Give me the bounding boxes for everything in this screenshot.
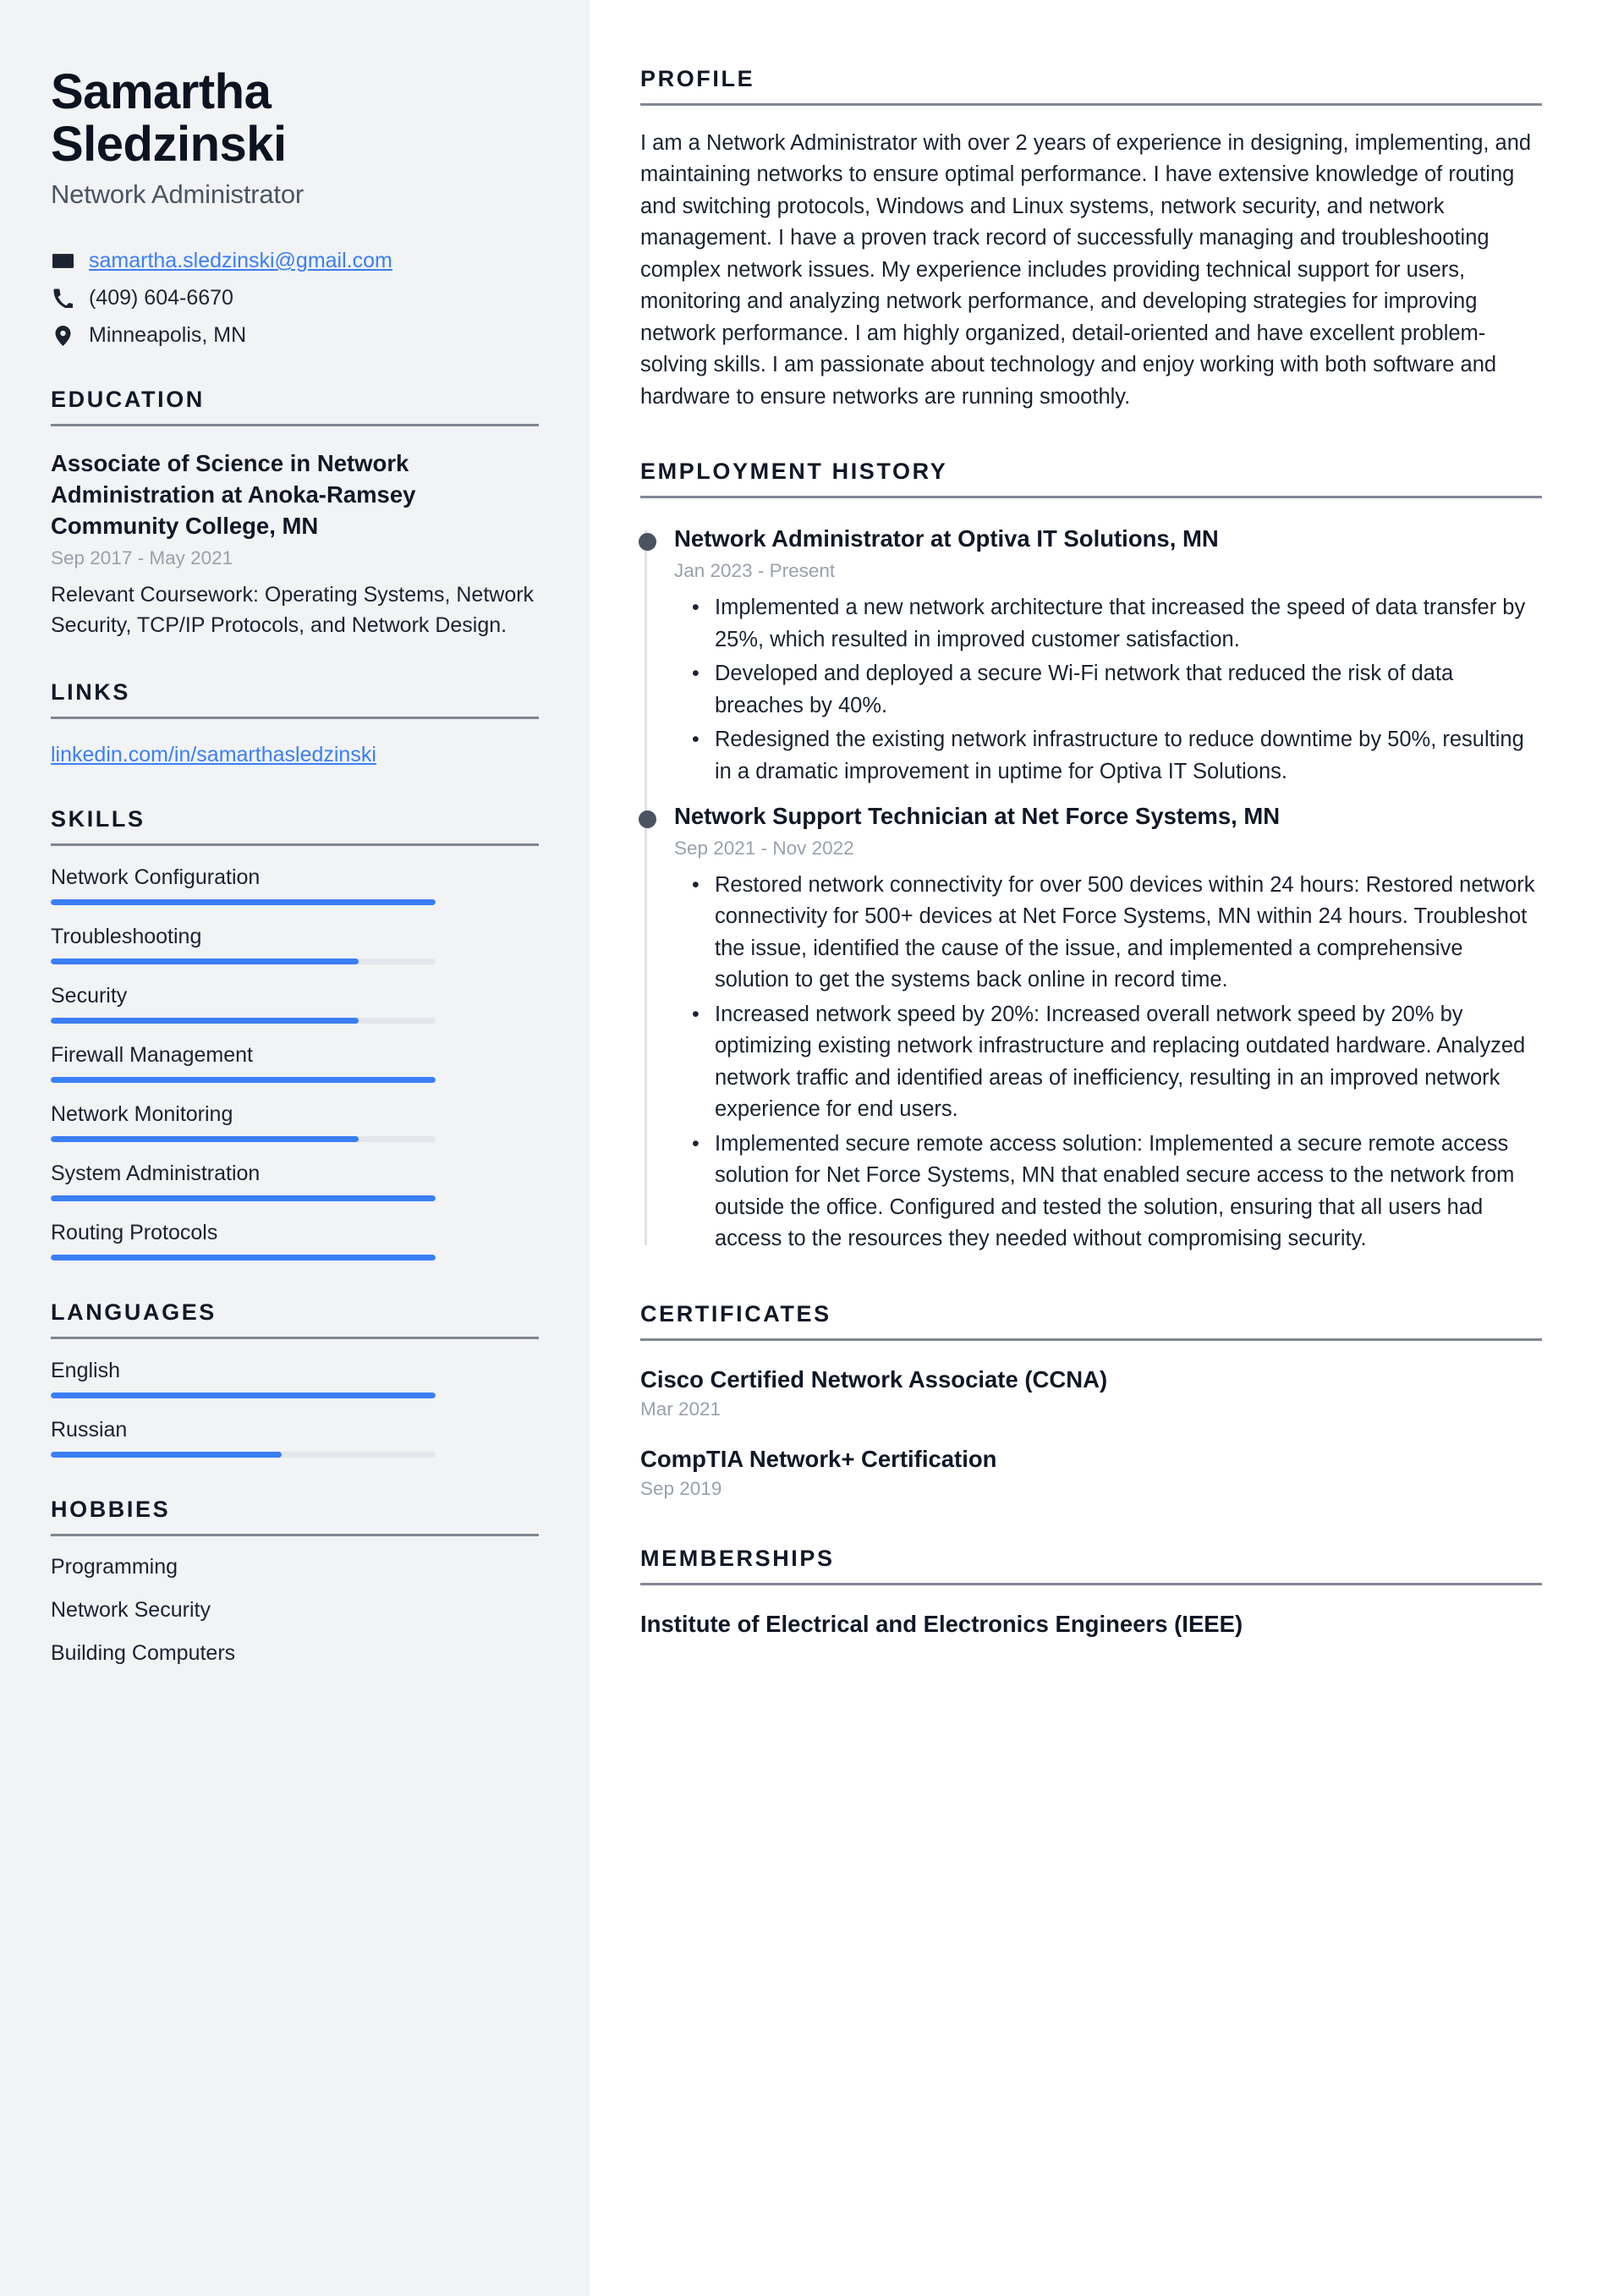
job-bullets: [674, 870, 1542, 1255]
skill-bar-fill: [51, 958, 359, 964]
skill-item: [51, 1162, 539, 1201]
skill-bar-track: [51, 1077, 436, 1083]
skill-item: [51, 865, 539, 905]
envelope-icon: [51, 253, 74, 269]
job-title: Network Administrator: [51, 179, 304, 210]
skill-label: System Administration: [51, 1161, 261, 1185]
section-employment: [640, 459, 1542, 1255]
timeline-dot-icon: [639, 533, 656, 551]
job-entry: [674, 524, 1542, 788]
skill-label: Network Monitoring: [51, 1101, 233, 1126]
certificate-item: [640, 1446, 1542, 1500]
skill-item: [51, 984, 539, 1024]
profile-heading: PROFILE: [640, 66, 755, 91]
skill-label: Network Configuration: [51, 865, 261, 889]
hobby-item: Building Computers: [51, 1640, 236, 1665]
hobbies-rule: [51, 1534, 539, 1536]
job-title: Network Administrator at Optiva IT Solutions, MN: [674, 525, 1219, 552]
skills-rule: [51, 843, 539, 846]
job-title: Network Support Technician at Net Force Systems, MN: [674, 803, 1281, 830]
skill-bar-track: [51, 958, 436, 964]
skill-bar-fill: [51, 1136, 359, 1142]
education-rule: [51, 424, 539, 426]
skill-bar-fill: [51, 899, 436, 905]
certificate-name: Cisco Certified Network Associate (CCNA): [640, 1365, 1108, 1392]
language-bar-fill: [51, 1392, 436, 1398]
skill-item: [51, 1102, 539, 1142]
skill-bar-fill: [51, 1077, 436, 1083]
memberships-heading: MEMBERSHIPS: [640, 1545, 835, 1571]
hobbies-heading: HOBBIES: [51, 1496, 171, 1522]
email-link[interactable]: samartha.sledzinski@gmail.com: [89, 249, 392, 273]
memberships-rule: [640, 1583, 1542, 1585]
section-links: [51, 679, 539, 767]
skill-bar-track: [51, 1136, 436, 1142]
section-memberships: [640, 1546, 1542, 1638]
skill-item: [51, 925, 539, 964]
location-value: Minneapolis, MN: [89, 323, 247, 348]
link-item-linkedin[interactable]: linkedin.com/in/samarthasledzinski: [51, 742, 376, 766]
job-bullet: • Redesigned the existing network infrastructure to reduce downtime by 50%, resulting in a dramatic improvement in uptime for Optiva IT Solutions.: [715, 724, 1542, 788]
certificates-rule: [640, 1338, 1542, 1341]
education-degree: Associate of Science in Network Administration at Anoka-Ramsey Community College, MN: [51, 450, 416, 539]
language-item: [51, 1359, 539, 1398]
employment-timeline: [640, 524, 1542, 1255]
phone-icon: [51, 288, 74, 308]
skill-label: Security: [51, 983, 128, 1008]
language-bar-track: [51, 1452, 436, 1458]
languages-rule: [51, 1337, 539, 1339]
section-languages: [51, 1299, 539, 1458]
language-bar-track: [51, 1392, 436, 1398]
language-item: [51, 1418, 539, 1458]
job-date: Jan 2023 - Present: [674, 560, 836, 582]
section-skills: [51, 806, 539, 1261]
phone-value: (409) 604-6670: [89, 286, 233, 310]
section-certificates: [640, 1301, 1542, 1500]
links-heading: LINKS: [51, 678, 130, 705]
skills-heading: SKILLS: [51, 805, 145, 832]
hobby-item: Network Security: [51, 1597, 211, 1622]
job-bullet: • Increased network speed by 20%: Increased overall network speed by 20% by optimizing existing network infrastructure and replacing outdated hardware. Analyzed network traffic and identified areas of inefficiency, resulting in an improved network experience for end users.: [715, 999, 1542, 1126]
skill-bar-track: [51, 899, 436, 905]
languages-heading: LANGUAGES: [51, 1299, 217, 1325]
skill-label: Routing Protocols: [51, 1220, 218, 1244]
section-education: [51, 387, 539, 640]
skill-bar-fill: [51, 1255, 436, 1261]
skill-bar-track: [51, 1018, 436, 1024]
certificate-name: CompTIA Network+ Certification: [640, 1445, 997, 1472]
section-profile: [640, 66, 1542, 413]
job-bullets: [674, 592, 1542, 788]
employment-heading: EMPLOYMENT HISTORY: [640, 459, 948, 485]
certificate-item: [640, 1366, 1542, 1420]
employment-rule: [640, 496, 1542, 498]
job-bullet: • Implemented a new network architecture that increased the speed of data transfer by 25%, which resulted in improved customer satisfaction.: [715, 592, 1542, 656]
job-bullet: • Implemented secure remote access solution: Implemented a secure remote access solution for Net Force Systems, MN that enabled secure access to the network from outside the office. Configured and tested the solution, ensuring that all users had access to the resources they needed without compromising security.: [715, 1129, 1542, 1255]
name-block: [51, 66, 539, 210]
job-entry: [674, 801, 1542, 1255]
job-bullet: • Restored network connectivity for over 500 devices within 24 hours: Restored network connectivity for 500+ devices at Net Force Systems, MN within 24 hours. Troubleshot the issue, identified the cause of the issue, and implemented a comprehensive solution to get the systems back online in record time.: [715, 870, 1542, 997]
job-date: Sep 2021 - Nov 2022: [674, 837, 854, 859]
skill-bar-fill: [51, 1018, 359, 1024]
first-name: Samartha: [51, 64, 272, 119]
profile-text: I am a Network Administrator with over 2 years of experience in designing, implementing, and maintaining networks to ensure optimal performance. I have extensive knowledge of routing and switching protocols, Windows and Linux systems, network security, and network management. I have a proven track record of successfully managing and troubleshooting complex network issues. My experience includes providing technical support for users, monitoring and analyzing network performance, and developing strategies for improving network performance. I am highly organized, detail-oriented and have excellent problem-solving skills. I am passionate about technology and enjoy working with both software and hardware to ensure networks are running smoothly.: [640, 131, 1532, 409]
contact-email-row: [51, 249, 539, 273]
last-name: Sledzinski: [51, 117, 287, 173]
skill-label: Firewall Management: [51, 1042, 253, 1067]
skill-item: [51, 1043, 539, 1083]
skill-bar-track: [51, 1195, 436, 1201]
education-description: Relevant Coursework: Operating Systems, Network Security, TCP/IP Protocols, and Network Design.: [51, 582, 535, 637]
contact-phone-row: [51, 286, 539, 310]
language-label: English: [51, 1358, 120, 1382]
certificate-date: Sep 2019: [640, 1477, 722, 1499]
skill-bar-fill: [51, 1195, 436, 1201]
profile-rule: [640, 103, 1542, 106]
timeline-dot-icon: [639, 810, 656, 828]
links-rule: [51, 717, 539, 719]
education-heading: EDUCATION: [51, 387, 205, 413]
hobby-item: Programming: [51, 1554, 178, 1579]
skill-bar-track: [51, 1255, 436, 1261]
membership-name: Institute of Electrical and Electronics Engineers (IEEE): [640, 1610, 1243, 1637]
contact-list: [51, 249, 539, 348]
language-bar-fill: [51, 1452, 282, 1458]
contact-location-row: [51, 323, 539, 348]
skill-item: [51, 1221, 539, 1261]
section-hobbies: [51, 1497, 539, 1666]
map-pin-icon: [51, 326, 74, 346]
language-label: Russian: [51, 1417, 128, 1442]
job-bullet: • Developed and deployed a secure Wi-Fi network that reduced the risk of data breaches by 40%.: [715, 658, 1542, 722]
certificates-heading: CERTIFICATES: [640, 1300, 831, 1327]
main-content: [590, 0, 1624, 2296]
education-date: Sep 2017 - May 2021: [51, 547, 233, 569]
skill-label: Troubleshooting: [51, 924, 202, 948]
certificate-date: Mar 2021: [640, 1398, 721, 1420]
sidebar: [0, 0, 590, 2296]
